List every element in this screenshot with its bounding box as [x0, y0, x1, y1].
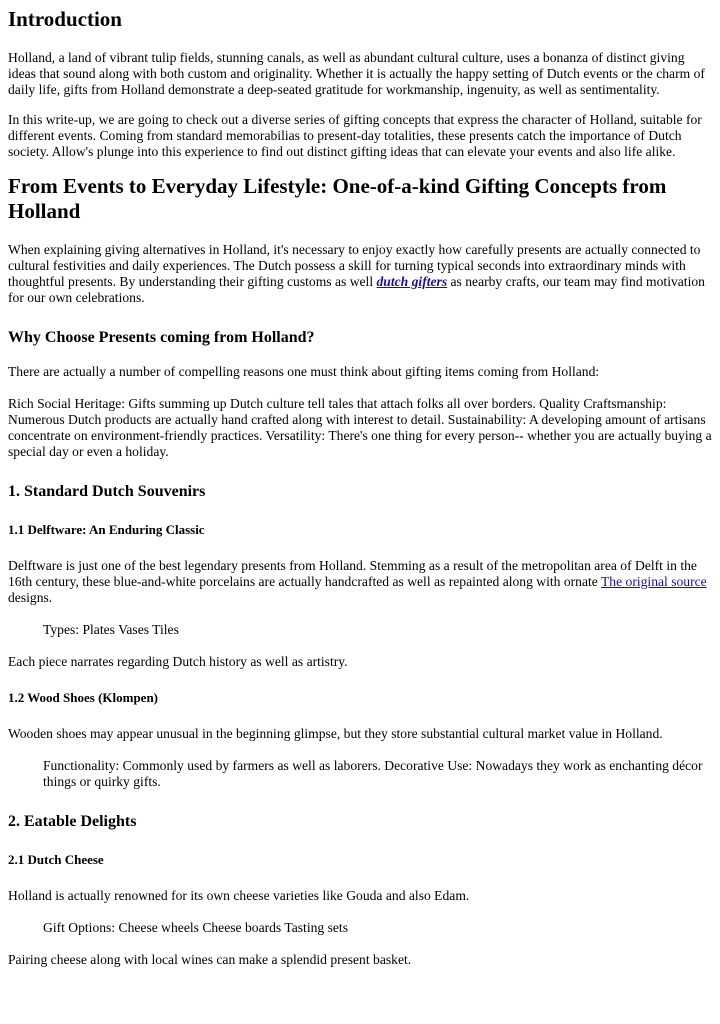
edible-heading: 2. Eatable Delights	[8, 813, 137, 830]
cheese-heading: 2.1 Dutch Cheese	[8, 852, 104, 867]
events-text-after: as nearby crafts, our team may find motivation for our own celebrations.	[8, 274, 705, 305]
delftware-note: Each piece narrates regarding Dutch history as well as artistry.	[8, 654, 348, 669]
intro-paragraph-1: Holland, a land of vibrant tulip fields, stunning canals, as well as abundant cultural culture, uses a bonanza of distinct giving ideas that sound along with both custom and originality. Whether it is actually the happy setting of Dutch events or the charm of daily life, gifts from Holland demonstrate a deep-seated gratitude for workmanship, ingenuity, as well as sentimentality.	[8, 50, 705, 97]
why-paragraph-2: Rich Social Heritage: Gifts summing up Dutch culture tell tales that attach folks all over borders. Quality Craftsmanship: Numerous Dutch products are actually hand crafted along with interest to detail. Sustainability: A developing amount of artisans concentrate on environment-friendly practices. Versatility: There's one thing for every person-- whether you are actually buying a special day or even a holiday.	[8, 396, 712, 459]
why-paragraph-1: There are actually a number of compelling reasons one must think about gifting items coming from Holland:	[8, 364, 600, 379]
events-paragraph	[8, 242, 712, 306]
events-text-before: When explaining giving alternatives in Holland, it's necessary to enjoy exactly how carefully presents are actually connected to cultural festivities and daily experiences. The Dutch possess a skill for turning typical seconds into extraordinary minds with thoughtful presents. By understanding their gifting customs as well	[8, 242, 701, 289]
article	[0, 7, 720, 968]
cheese-options: Gift Options: Cheese wheels Cheese boards Tasting sets	[43, 920, 348, 935]
why-heading: Why Choose Presents coming from Holland?	[8, 329, 315, 346]
delftware-paragraph	[8, 558, 712, 606]
klompen-heading: 1.2 Wood Shoes (Klompen)	[8, 690, 159, 705]
klompen-paragraph-1: Wooden shoes may appear unusual in the beginning glimpse, but they store substantial cultural market value in Holland.	[8, 726, 663, 741]
dutch-gifters-link[interactable]: dutch gifters	[376, 274, 448, 289]
original-source-link[interactable]: The original source	[600, 574, 707, 589]
events-heading: From Events to Everyday Lifestyle: One-of-a-kind Gifting Concepts from Holland	[8, 174, 667, 223]
delftware-text-before: Delftware is just one of the best legendary presents from Holland. Stemming as a result of the metropolitan area of Delft in the 16th century, these blue-and-white porcelains are actually handcrafted as well as repainted along with ornate	[8, 558, 697, 589]
intro-heading: Introduction	[8, 7, 122, 31]
cheese-paragraph-2: Pairing cheese along with local wines can make a splendid present basket.	[8, 952, 412, 967]
klompen-paragraph-2: Functionality: Commonly used by farmers as well as laborers. Decorative Use: Nowadays they work as enchanting décor things or quirky gifts.	[43, 758, 703, 789]
delftware-types: Types: Plates Vases Tiles	[43, 622, 179, 637]
cheese-paragraph-1: Holland is actually renowned for its own cheese varieties like Gouda and also Edam.	[8, 888, 470, 903]
souvenirs-heading: 1. Standard Dutch Souvenirs	[8, 483, 206, 500]
delftware-heading: 1.1 Delftware: An Enduring Classic	[8, 522, 205, 537]
delftware-text-after: designs.	[8, 590, 53, 605]
intro-paragraph-2: In this write-up, we are going to check out a diverse series of gifting concepts that express the character of Holland, suitable for different events. Coming from standard memorabilias to present-day totalities, these presents catch the importance of Dutch society. Allow's plunge into this experience to find out distinct gifting ideas that can elevate your events and also life alike.	[8, 112, 702, 159]
